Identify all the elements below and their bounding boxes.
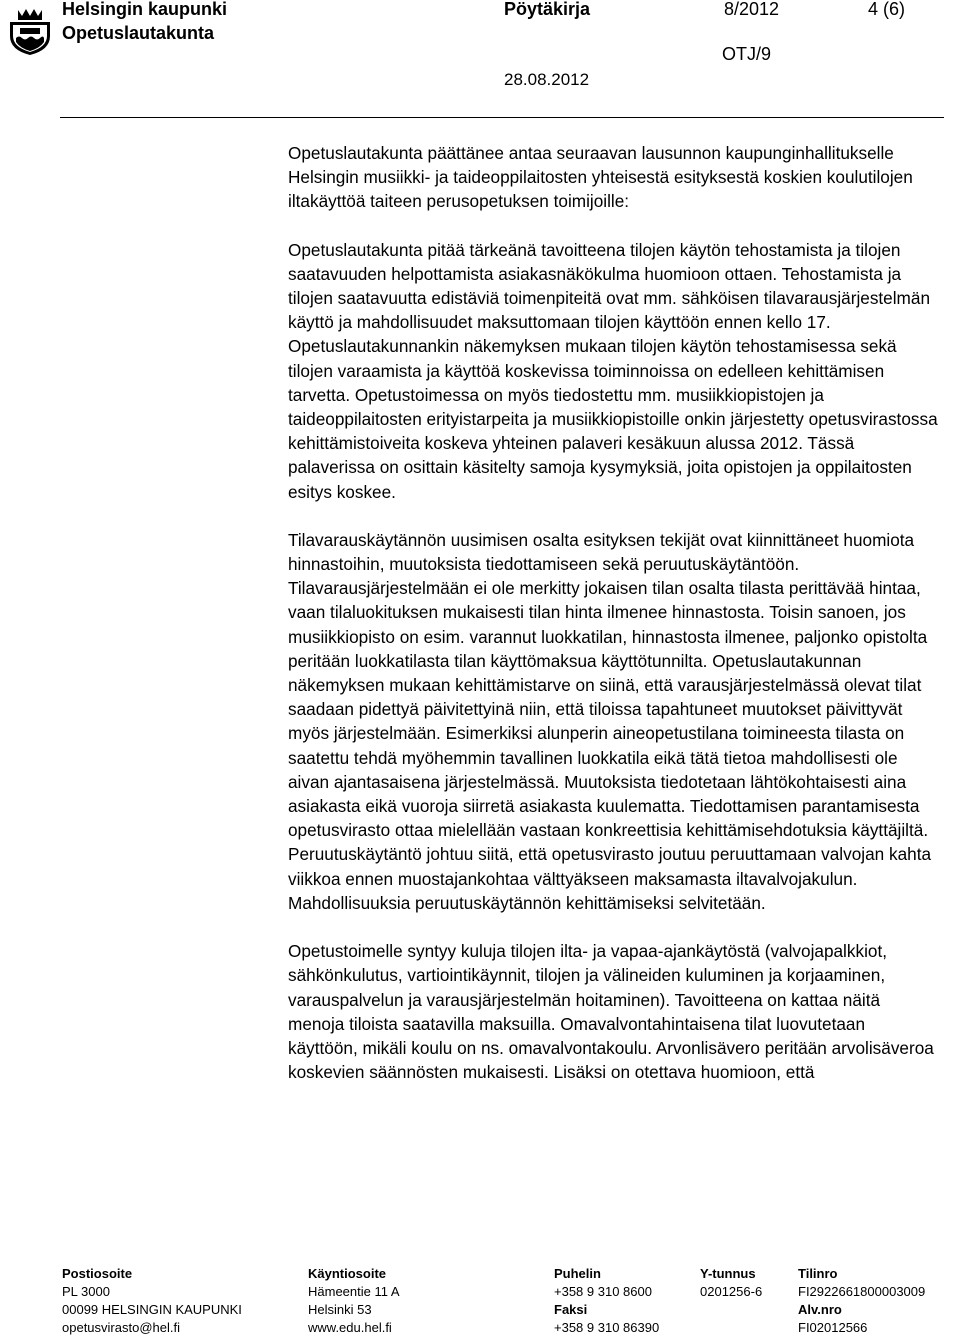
paragraph-statement: Opetuslautakunta pitää tärkeänä tavoitteena tilojen käytön tehostamista ja tilojen saatavuuden helpottamista asiakasnäkökulma huomioon ottaen. Tehostamista ja tilojen saatavuutta edistäviä toimenpiteitä ovat mm. sähköisen tilavarausjärjestelmän käyttö ja mahdollisuudet maksuttomaan tilojen käyttöön ennen kello 17. Opetuslautakunnankin näkemyksen mukaan tilojen käytön tehostamisessa sekä tilojen varaamista ja käyttöä koskevissa toiminnoissa on edelleen kehittämisen tarvetta. Opetustoimessa on myös tiedostettu mm. musiikkiopistojen ja taideoppilaitosten erityistarpeita ja musiikkiopistoille onkin järjestetty opetusvirastossa kehittämistoiveita koskeva yhteinen palaveri kesäkuun alussa 2012. Tässä palaverissa on osittain käsitelty samoja kysymyksiä, joita opistojen ja oppilaitosten esitys koskee. [288, 239, 938, 502]
document-type: Pöytäkirja [504, 0, 591, 19]
paragraph-intro: Opetuslautakunta päättänee antaa seuraavan lausunnon kaupunginhallitukselle Helsingin musiikki- ja taideoppilaitosten yhteisestä esityksestä koskien koulutilojen iltakäyttöä taiteen perusopetuksen toimijoille: [288, 143, 913, 212]
unit-name: Opetuslautakunta [62, 23, 215, 43]
document-number: 8/2012 [724, 0, 780, 19]
helsinki-crest-logo [4, 6, 56, 56]
agenda-item: OTJ/9 [722, 44, 772, 64]
footer-postal-address: Postiosoite PL 3000 00099 HELSINGIN KAUPUNKI opetusvirasto@hel.fi [62, 1266, 242, 1335]
header-divider [60, 117, 944, 118]
document-body [288, 141, 938, 1084]
footer-visiting-address: Käyntiosoite Hämeentie 11 A Helsinki 53 www.edu.hel.fi [308, 1266, 400, 1335]
footer-account: Tilinro FI2922661800003009 Alv.nro FI02012566 [798, 1266, 926, 1335]
footer-business-id: Y-tunnus 0201256-6 [700, 1266, 763, 1299]
page-number: 4 (6) [868, 0, 906, 19]
footer-email: opetusvirasto@hel.fi [62, 1320, 180, 1335]
footer-website: www.edu.hel.fi [308, 1320, 392, 1335]
organization-name: Helsingin kaupunki [62, 0, 228, 19]
paragraph-costs: Opetustoimelle syntyy kuluja tilojen ilta- ja vapaa-ajankäytöstä (valvojapalkkiot, sähkönkulutus, vartiointikäynnit, tilojen ja välineiden kuluminen ja korjaaminen, varauspalvelun ja varausjärjestelmän hoitaminen). Tavoitteena on kattaa näitä menoja tiloista saatavilla maksuilla. Omavalvontahintaisena tilat luovutetaan käyttöön, mikäli koulu on ns. omavalvontakoulu. Arvonlisävero peritään arvolisäveroa koskevien säännösten mukaisesti. Lisäksi on otettava huomioon, että [288, 941, 934, 1083]
meeting-date: 28.08.2012 [504, 70, 590, 89]
footer-phone: Puhelin +358 9 310 8600 Faksi +358 9 310 86390 [554, 1266, 660, 1335]
paragraph-booking-practice: Tilavarauskäytännön uusimisen osalta esityksen tekijät ovat kiinnittäneet huomiota hinnastoihin, muutoksista tiedottamiseen sekä peruutuskäytäntöön. Tilavarausjärjestelmään ei ole merkitty jokaisen tilan osalta tilasta perittävää hintaa, vaan tilaluokituksen mukaisesti tilan hinta ilmenee hinnastosta. Toisin sanoen, jos musiikkiopisto on esim. varannut luokkatilan, hinnastosta ilmenee, paljonko opistolta peritään luokkatilasta tilan käyttömaksua käyttötunnilta. Opetuslautakunnan näkemyksen mukaan kehittämistarve on siinä, että varausjärjestelmässä olevat tilat saadaan pidettyä päivitettyinä niin, että tiloissa tapahtuneet muutokset päivittyvät myös järjestelmään. Esimerkiksi alunperin aineopetustilana toimineesta tilasta on saatettu tehdä myöhemmin tavallinen luokkatila eikä tätä tietoa mahdollisesti ole aivan ajantasaisena järjestelmässä. Muutoksista tiedotetaan lähtökohtaisesti aina asiakasta eikä vuoroja siirretä asiakasta kuulematta. Tiedottamisen parantamisesta opetusvirasto ottaa mielellään vastaan konkreettisia kehittämisehdotuksia käyttäjiltä. Peruutuskäytäntö johtuu siitä, että opetusvirasto joutuu peruuttamaan valvojan kahta viikkoa ennen muostajankohtaa välttyäkseen maksamasta iltavalvojakulun. Mahdollisuuksia peruutuskäytännön kehittämiseksi selvitetään. [288, 529, 932, 913]
